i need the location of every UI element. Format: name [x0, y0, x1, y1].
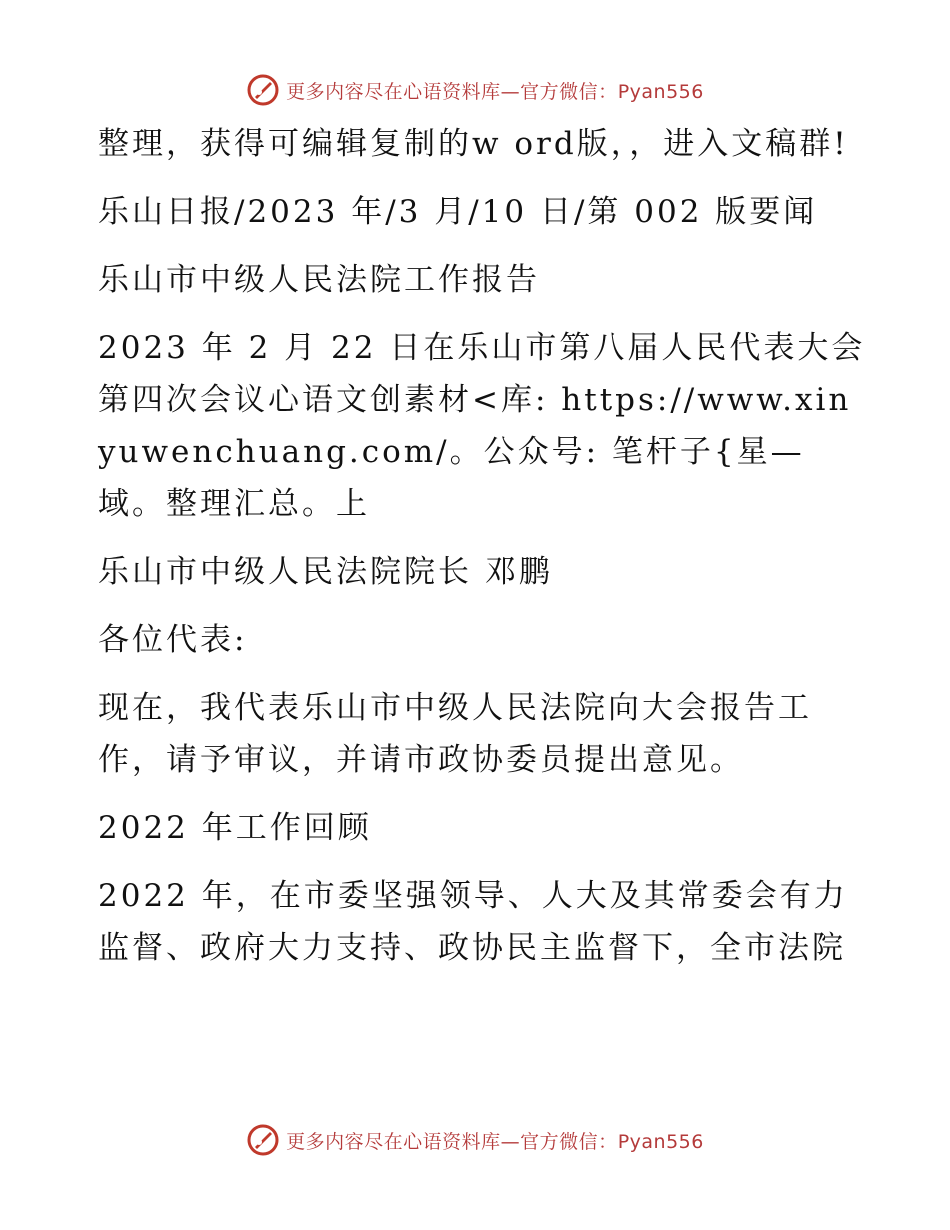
- paragraph-source: 乐山日报/2023 年/3 月/10 日/第 002 版要闻: [98, 194, 818, 230]
- paragraph-author: 乐山市中级人民法院院长 邓鹏: [98, 554, 553, 590]
- document-body: [98, 118, 868, 990]
- watermark-text: [286, 1127, 704, 1154]
- watermark-id: Pyan556: [617, 1130, 704, 1153]
- quill-logo-icon: [246, 1123, 280, 1157]
- paragraph-title: 乐山市中级人民法院工作报告: [98, 262, 540, 298]
- paragraph-review: 2022 年，在市委坚强领导、人大及其常委会有力监督、政府大力支持、政协民主监督下，全市法院: [98, 878, 848, 966]
- watermark-official: 官方微信：: [520, 1130, 618, 1153]
- watermark-brand: 更多内容尽在心语资料库: [286, 80, 501, 103]
- footer-watermark: [0, 1120, 950, 1160]
- paragraph-opening: 现在，我代表乐山市中级人民法院向大会报告工作，请予审议，并请市政协委员提出意见。: [98, 690, 812, 778]
- watermark-id: Pyan556: [617, 80, 704, 103]
- watermark-text: [286, 77, 704, 104]
- watermark-dash: —: [500, 80, 521, 103]
- paragraph-section-heading: 2022 年工作回顾: [98, 810, 372, 846]
- watermark-dash: —: [500, 1130, 521, 1153]
- paragraph-intro: 整理，获得可编辑复制的w ord版，，进入文稿群!: [98, 126, 849, 162]
- quill-logo-icon: [246, 73, 280, 107]
- header-watermark: [0, 70, 950, 110]
- paragraph-salutation: 各位代表:: [98, 622, 248, 658]
- watermark-brand: 更多内容尽在心语资料库: [286, 1130, 501, 1153]
- watermark-official: 官方微信：: [520, 80, 618, 103]
- paragraph-meeting: 2023 年 2 月 22 日在乐山市第八届人民代表大会第四次会议心语文创素材<库: https://www.xinyuwenchuang.com/。公众号: 笔杆子{星—域。整理汇总。上: [98, 330, 866, 522]
